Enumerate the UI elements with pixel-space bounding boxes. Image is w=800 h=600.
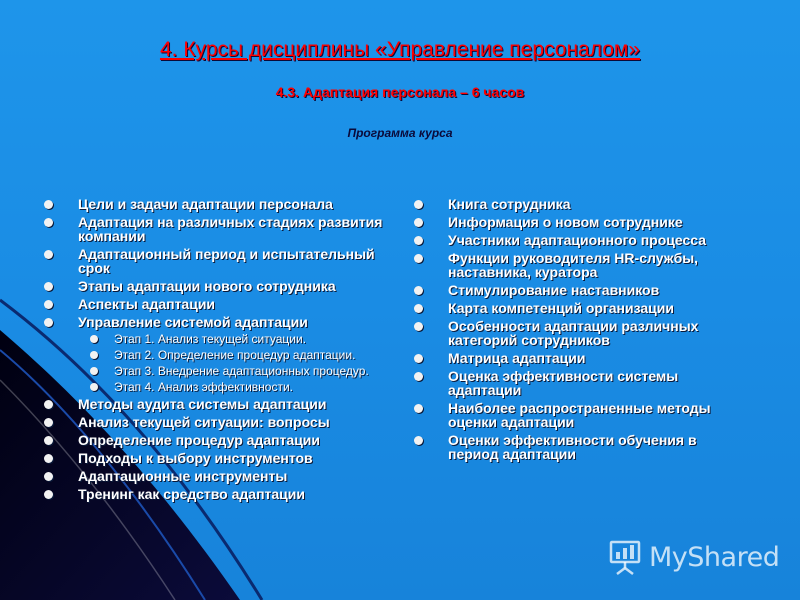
sub-list-item: Этап 2. Определение процедур адаптации. — [42, 349, 392, 361]
right-topic-list — [412, 197, 742, 465]
sub-list-item: Этап 1. Анализ текущей ситуации. — [42, 333, 392, 345]
list-item: Функции руководителя HR-службы, наставника, куратора — [412, 251, 742, 279]
list-item: Особенности адаптации различных категорий сотрудников — [412, 319, 742, 347]
list-item: Карта компетенций организации — [412, 301, 742, 315]
presentation-board-icon — [607, 538, 643, 576]
list-item: Матрица адаптации — [412, 351, 742, 365]
program-caption: Программа курса — [347, 126, 453, 140]
list-item: Определение процедур адаптации — [42, 433, 392, 447]
list-item: Подходы к выбору инструментов — [42, 451, 392, 465]
list-item: Этапы адаптации нового сотрудника — [42, 279, 392, 293]
list-item: Адаптационный период и испытательный срок — [42, 247, 392, 275]
list-item: Управление системой адаптации — [42, 315, 392, 329]
list-item: Тренинг как средство адаптации — [42, 487, 392, 501]
list-item: Участники адаптационного процесса — [412, 233, 742, 247]
list-item: Стимулирование наставников — [412, 283, 742, 297]
watermark-text: MyShared — [649, 541, 780, 573]
myshared-watermark — [607, 536, 787, 578]
list-item: Адаптация на различных стадиях развития компании — [42, 215, 392, 243]
slide-subtitle: 4.3. Адаптация персонала – 6 часов — [275, 84, 525, 100]
list-item: Аспекты адаптации — [42, 297, 392, 311]
list-item: Цели и задачи адаптации персонала — [42, 197, 392, 211]
list-item: Методы аудита системы адаптации — [42, 397, 392, 411]
list-item: Адаптационные инструменты — [42, 469, 392, 483]
slide-title: 4. Курсы дисциплины «Управление персоналом» — [159, 38, 641, 61]
list-item: Информация о новом сотруднике — [412, 215, 742, 229]
left-topic-list — [42, 197, 392, 505]
sub-list-item: Этап 4. Анализ эффективности. — [42, 381, 392, 393]
list-item: Анализ текущей ситуации: вопросы — [42, 415, 392, 429]
list-item: Наиболее распространенные методы оценки адаптации — [412, 401, 742, 429]
list-item: Книга сотрудника — [412, 197, 742, 211]
list-item: Оценки эффективности обучения в период адаптации — [412, 433, 742, 461]
sub-list-item: Этап 3. Внедрение адаптационных процедур. — [42, 365, 392, 377]
list-item: Оценка эффективности системы адаптации — [412, 369, 742, 397]
